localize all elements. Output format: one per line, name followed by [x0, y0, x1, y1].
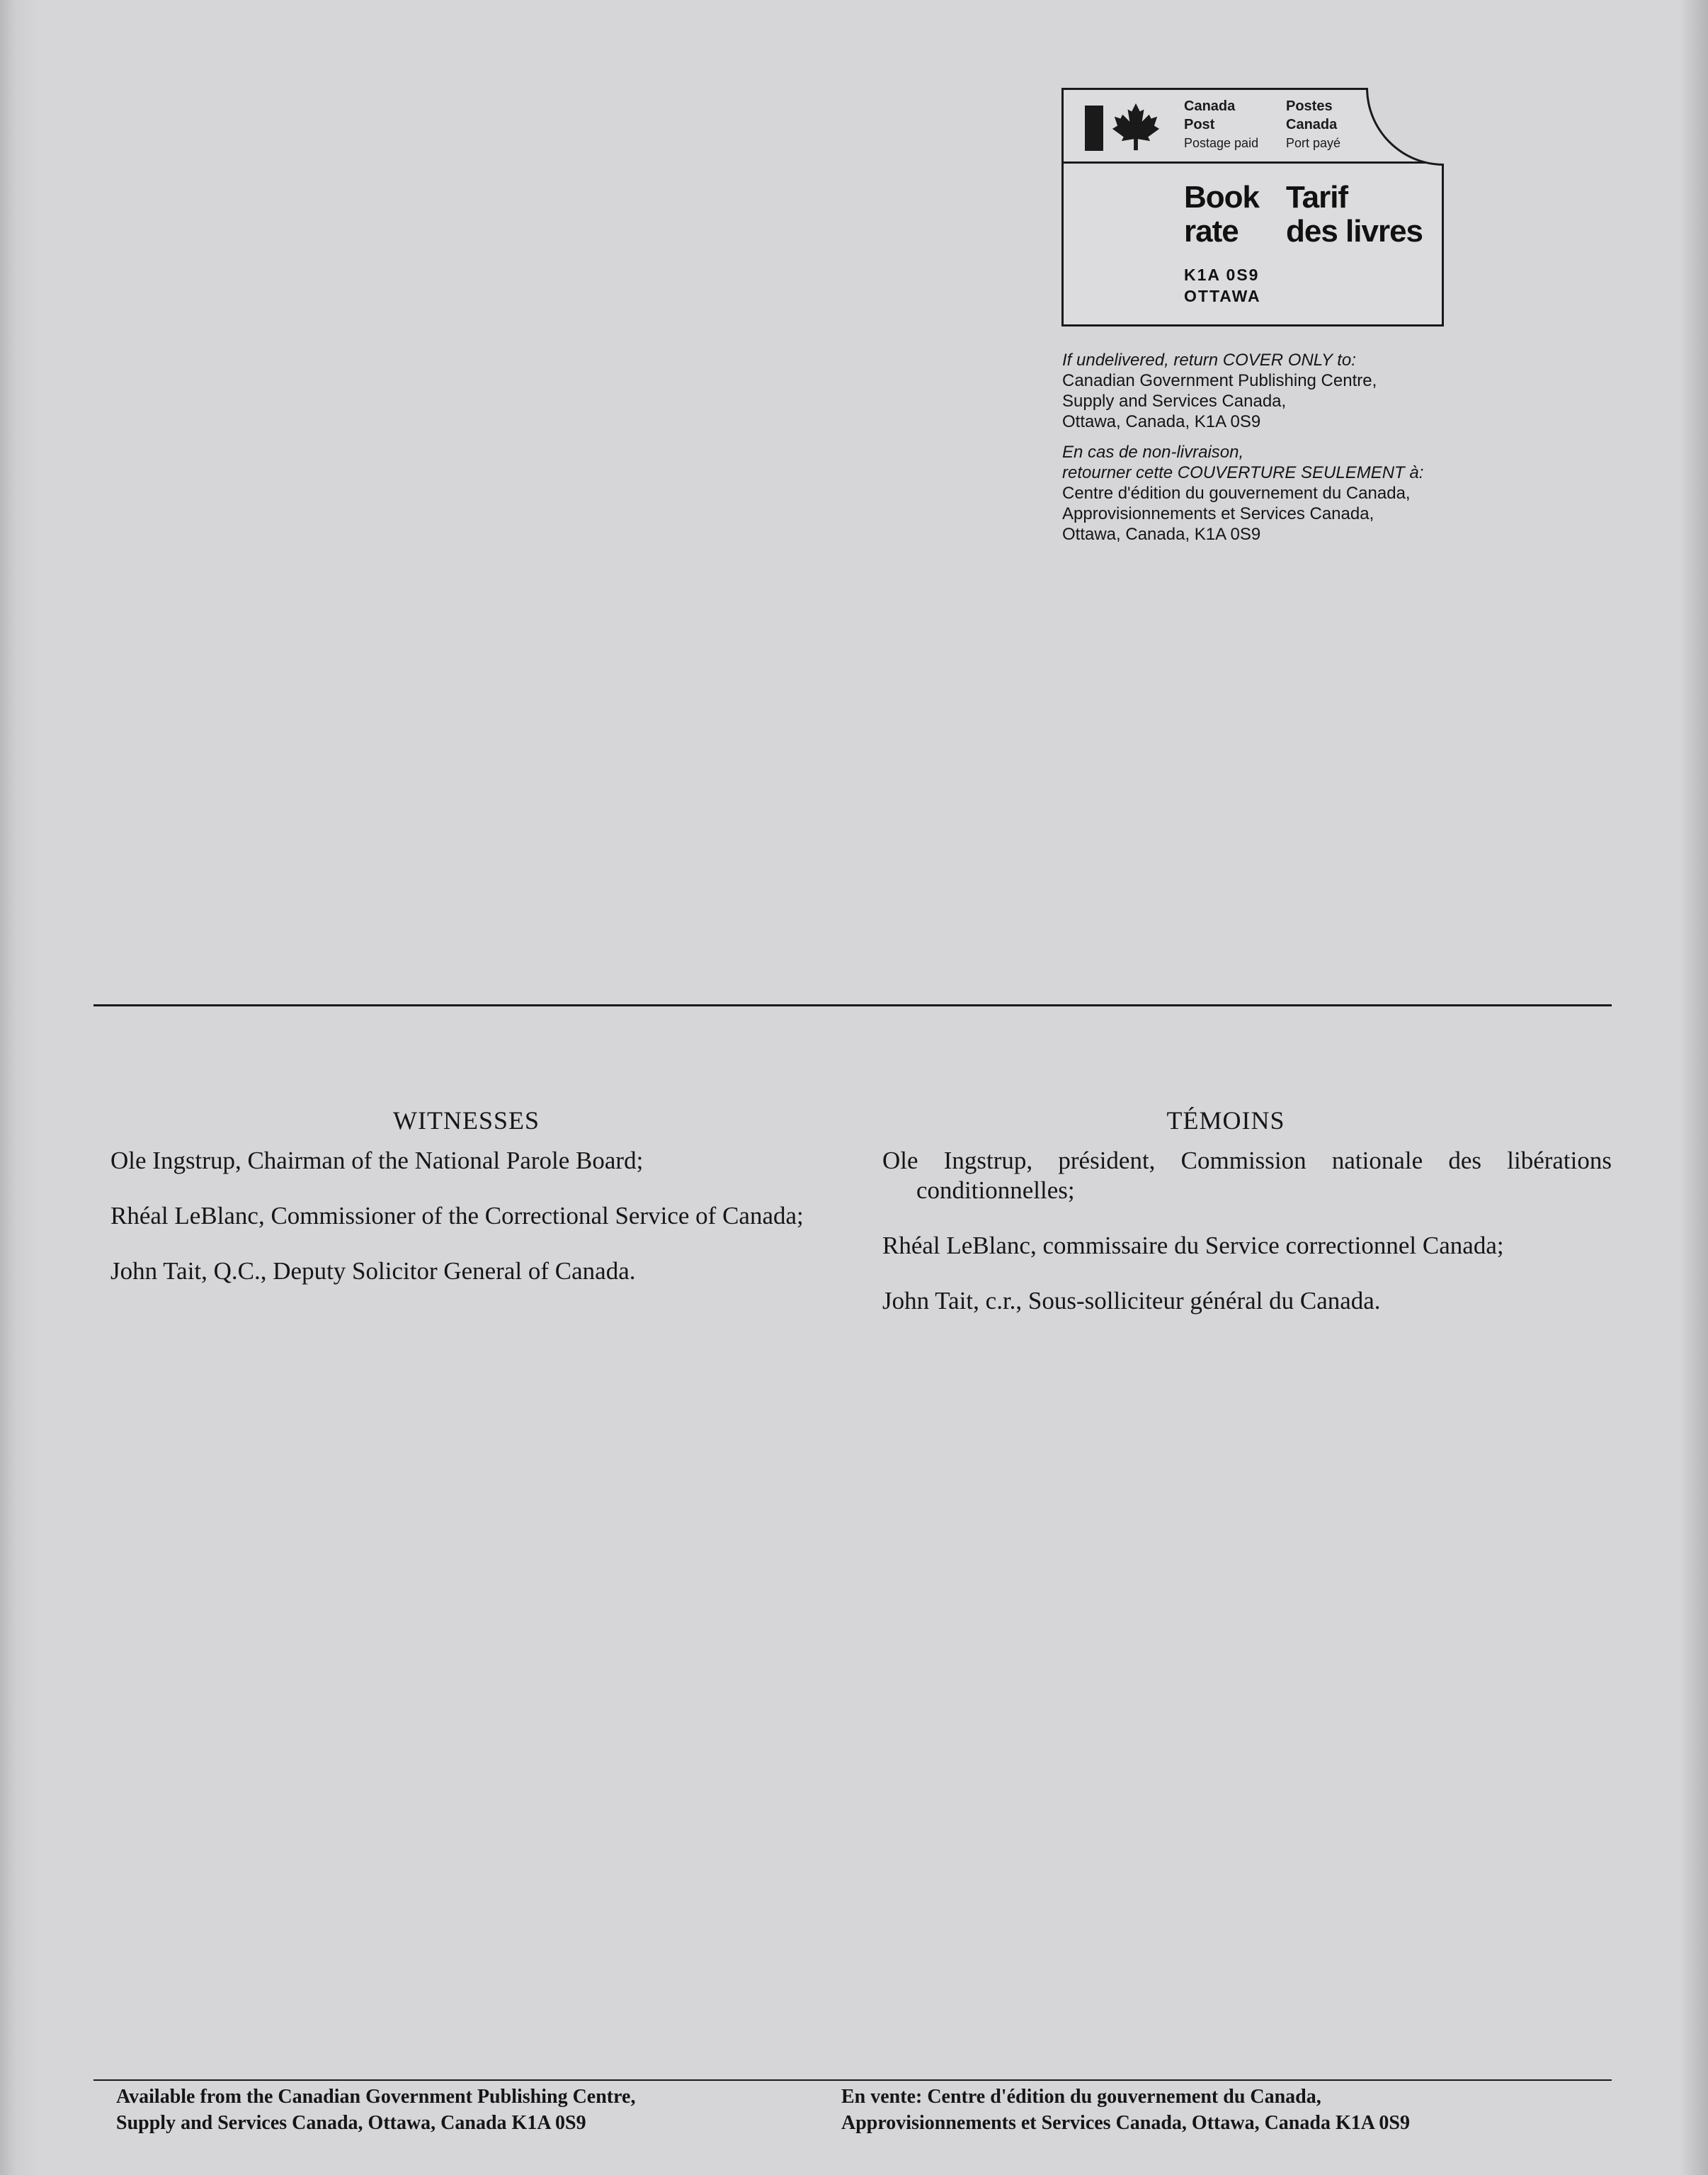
witnesses-column-fr [882, 1105, 1612, 1341]
return-fr-line-3: Centre d'édition du gouvernement du Canada, [1062, 484, 1411, 503]
temoins-heading: TÉMOINS [1166, 1106, 1285, 1135]
availability-footer-fr [841, 2084, 1410, 2136]
postal-code: K1A 0S9 [1184, 266, 1260, 284]
temoin-item: Ole Ingstrup, président, Commission nationale des libérations conditionnelles; [882, 1147, 1612, 1204]
canada-post-label-en [1184, 97, 1258, 152]
return-fr-line-1: En cas de non-livraison, [1062, 443, 1244, 462]
witness-item: Rhéal LeBlanc, Commissioner of the Correctional Service of Canada; [110, 1202, 804, 1230]
postes-fr-text: Postes [1286, 98, 1333, 114]
post-en-text: Post [1184, 117, 1215, 132]
postage-paid-en-text: Postage paid [1184, 136, 1259, 150]
postage-indicia [1061, 88, 1444, 326]
city: OTTAWA [1184, 287, 1261, 305]
return-en-line-3: Supply and Services Canada, [1062, 392, 1287, 411]
canada-post-bar-icon [1085, 106, 1103, 151]
rate-text: rate [1184, 214, 1239, 249]
return-en-line-1: If undelivered, return COVER ONLY to: [1062, 351, 1356, 370]
temoin-item: Rhéal LeBlanc, commissaire du Service correctionnel Canada; [882, 1232, 1504, 1259]
return-gap [1062, 432, 1487, 442]
temoin-item: John Tait, c.r., Sous-solliciteur général du Canada. [882, 1287, 1381, 1314]
footer-fr-line-2: Approvisionnements et Services Canada, Ottawa, Canada K1A 0S9 [841, 2112, 1410, 2134]
port-paye-fr-text: Port payé [1286, 136, 1341, 150]
return-en-line-4: Ottawa, Canada, K1A 0S9 [1062, 412, 1261, 431]
witness-item: Ole Ingstrup, Chairman of the National Parole Board; [110, 1147, 644, 1174]
book-rate-en [1184, 181, 1259, 249]
canada-post-label-fr [1286, 97, 1340, 152]
witnesses-heading: WITNESSES [393, 1106, 540, 1135]
indicia-address [1184, 264, 1261, 307]
return-en-line-2: Canadian Government Publishing Centre, [1062, 371, 1377, 390]
footer-fr-line-1: En vente: Centre d'édition du gouvernement du Canada, [841, 2086, 1321, 2108]
return-fr-line-5: Ottawa, Canada, K1A 0S9 [1062, 525, 1261, 544]
return-notice [1062, 350, 1487, 545]
right-page-edge [1680, 0, 1708, 2175]
return-fr-line-2: retourner cette COUVERTURE SEULEMENT à: [1062, 463, 1424, 482]
section-divider [93, 1004, 1612, 1006]
left-page-edge [0, 0, 41, 2175]
book-text: Book [1184, 180, 1259, 215]
footer-en-line-2: Supply and Services Canada, Ottawa, Canada K1A 0S9 [116, 2112, 586, 2134]
canada-fr-text: Canada [1286, 117, 1338, 132]
maple-leaf-icon [1110, 100, 1161, 154]
witness-item: John Tait, Q.C., Deputy Solicitor General of Canada. [110, 1257, 636, 1285]
witnesses-column-en [110, 1105, 865, 1312]
canada-en-text: Canada [1184, 98, 1236, 114]
footer-en-line-1: Available from the Canadian Government Publishing Centre, [116, 2086, 636, 2108]
footer-divider [93, 2079, 1612, 2081]
tarif-text: Tarif [1286, 180, 1348, 215]
book-rate-fr [1286, 181, 1423, 249]
availability-footer-en [116, 2084, 635, 2136]
return-fr-line-4: Approvisionnements et Services Canada, [1062, 504, 1374, 523]
des-livres-text: des livres [1286, 214, 1423, 249]
